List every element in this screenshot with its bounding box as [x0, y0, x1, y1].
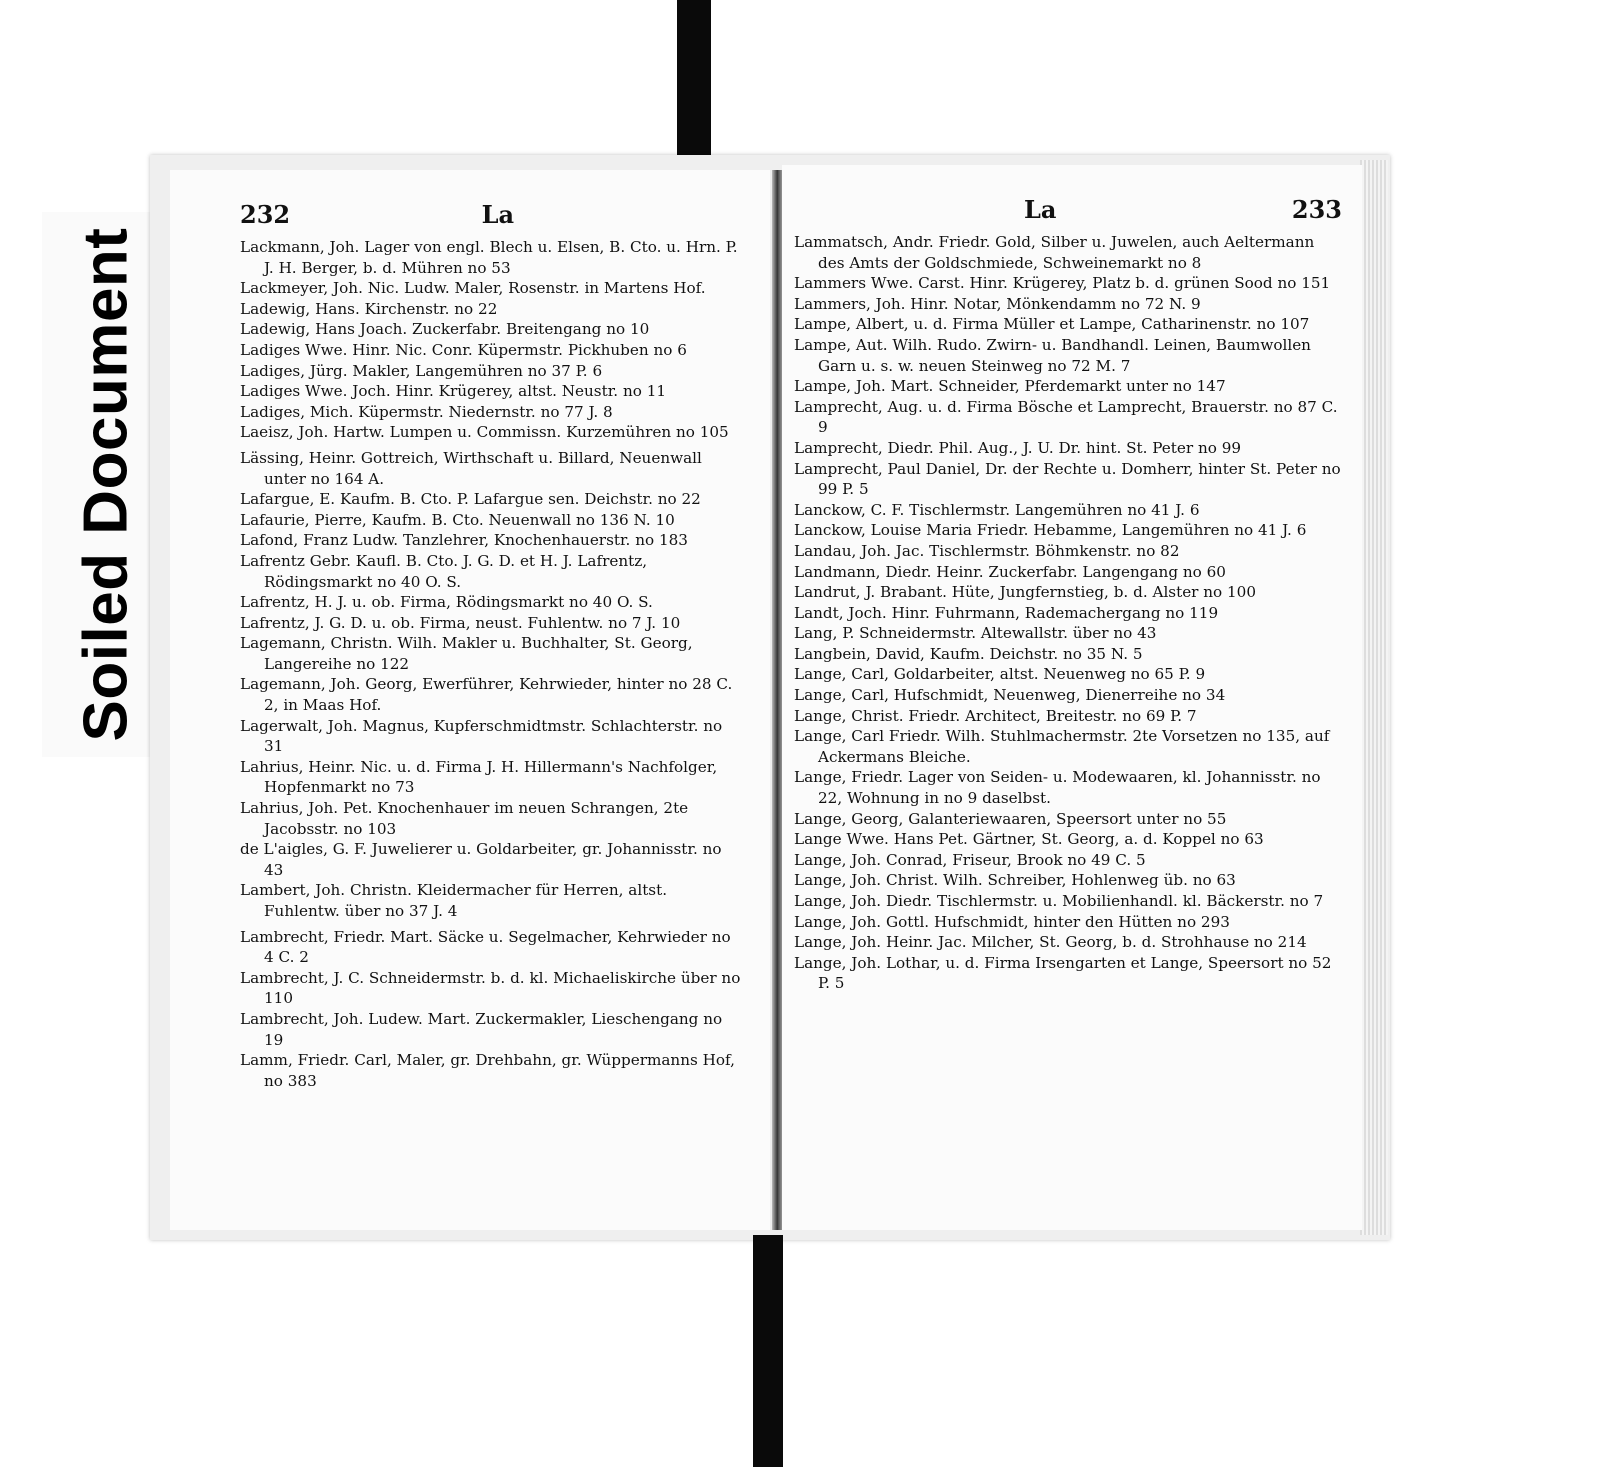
directory-entry: Lafrentz, H. J. u. ob. Firma, Rödingsmarkt no 40 O. S.	[240, 593, 653, 612]
directory-entry: Lange, Joh. Christ. Wilh. Schreiber, Hohlenweg üb. no 63	[794, 871, 1236, 890]
left-page	[170, 170, 770, 1230]
directory-entry: Lafrentz, J. G. D. u. ob. Firma, neust. Fuhlentw. no 7 J. 10	[240, 613, 681, 632]
directory-entry: Lahrius, Heinr. Nic. u. d. Firma J. H. Hillermann's Nachfolger, Hopfenmarkt no 73	[240, 757, 718, 797]
directory-entry: Lambrecht, Joh. Ludew. Mart. Zuckermakler, Lieschengang no 19	[240, 1009, 723, 1049]
directory-entry: Lafrentz Gebr. Kaufl. B. Cto. J. G. D. et H. J. Lafrentz, Rödingsmarkt no 40 O. S.	[240, 551, 648, 591]
directory-entry: Lange, Carl, Hufschmidt, Neuenweg, Dienerreihe no 34	[794, 686, 1226, 705]
directory-entry: Lagerwalt, Joh. Magnus, Kupferschmidtmstr. Schlachterstr. no 31	[240, 716, 723, 756]
directory-entry: Lambrecht, Friedr. Mart. Säcke u. Segelmacher, Kehrwieder no 4 C. 2	[240, 927, 731, 967]
directory-entry: Ladewig, Hans. Kirchenstr. no 22	[240, 299, 498, 318]
right-entry-list	[794, 232, 1342, 994]
directory-entry: Lamm, Friedr. Carl, Maler, gr. Drehbahn, gr. Wüppermanns Hof, no 383	[240, 1051, 735, 1090]
directory-entry: Lammers, Joh. Hinr. Notar, Mönkendamm no 72 N. 9	[794, 294, 1201, 313]
directory-entry: Lang, P. Schneidermstr. Altewallstr. über no 43	[794, 624, 1157, 643]
directory-entry: Landmann, Diedr. Heinr. Zuckerfabr. Langengang no 60	[794, 562, 1226, 581]
directory-entry: Lambert, Joh. Christn. Kleidermacher für Herren, altst. Fuhlentw. über no 37 J. 4	[240, 881, 668, 920]
directory-entry: Landrut, J. Brabant. Hüte, Jungfernstieg, b. d. Alster no 100	[794, 583, 1257, 602]
directory-entry: Landau, Joh. Jac. Tischlermstr. Böhmkenstr. no 82	[794, 541, 1180, 560]
directory-entry: Ladewig, Hans Joach. Zuckerfabr. Breitengang no 10	[240, 320, 650, 339]
right-page-number: 233	[1291, 195, 1342, 224]
directory-entry: Lange, Friedr. Lager von Seiden- u. Modewaaren, kl. Johannisstr. no 22, Wohnung in no 9 daselbst.	[794, 768, 1321, 808]
directory-entry: Lange, Carl Friedr. Wilh. Stuhlmachermstr. 2te Vorsetzen no 135, auf Ackermans Bleiche.	[794, 727, 1330, 766]
left-page-number: 232	[240, 200, 291, 229]
directory-entry: Lampe, Aut. Wilh. Rudo. Zwirn- u. Bandhandl. Leinen, Baumwollen Garn u. s. w. neuen Steinweg no 72 M. 7	[794, 335, 1311, 375]
directory-entry: Lahrius, Joh. Pet. Knochenhauer im neuen Schrangen, 2te Jacobsstr. no 103	[240, 799, 689, 838]
directory-entry: Lange, Carl, Goldarbeiter, altst. Neuenweg no 65 P. 9	[794, 665, 1206, 684]
directory-entry: Langbein, David, Kaufm. Deichstr. no 35 N. 5	[794, 644, 1143, 663]
directory-entry: Lanckow, C. F. Tischlermstr. Langemühren no 41 J. 6	[794, 500, 1200, 519]
left-page-header	[240, 200, 744, 229]
directory-entry: Lagemann, Christn. Wilh. Makler u. Buchhalter, St. Georg, Langereihe no 122	[240, 634, 693, 673]
left-running-head: La	[481, 200, 514, 229]
directory-entry: Lange, Joh. Conrad, Friseur, Brook no 49 C. 5	[794, 850, 1146, 869]
directory-entry: Lange, Georg, Galanteriewaaren, Speersort unter no 55	[794, 809, 1227, 828]
directory-entry: Lammers Wwe. Carst. Hinr. Krügerey, Platz b. d. grünen Sood no 151	[794, 274, 1331, 293]
black-tape-bottom	[753, 1235, 783, 1467]
directory-entry: Lange, Joh. Heinr. Jac. Milcher, St. Georg, b. d. Strohhause no 214	[794, 933, 1307, 952]
directory-entry: Ladiges, Mich. Küpermstr. Niedernstr. no 77 J. 8	[240, 402, 613, 421]
directory-entry: Lafond, Franz Ludw. Tanzlehrer, Knochenhauerstr. no 183	[240, 531, 688, 550]
directory-entry: Lammatsch, Andr. Friedr. Gold, Silber u. Juwelen, auch Aeltermann des Amts der Goldschmiede, Schweinemarkt no 8	[794, 233, 1315, 272]
directory-entry: Lafaurie, Pierre, Kaufm. B. Cto. Neuenwall no 136 N. 10	[240, 510, 675, 529]
directory-entry: Landt, Joch. Hinr. Fuhrmann, Rademachergang no 119	[794, 603, 1219, 622]
directory-entry: Lässing, Heinr. Gottreich, Wirthschaft u. Billard, Neuenwall unter no 164 A.	[240, 448, 702, 488]
directory-entry: Lamprecht, Paul Daniel, Dr. der Rechte u. Domherr, hinter St. Peter no 99 P. 5	[794, 459, 1341, 499]
soiled-document-text: Soiled Document	[71, 227, 141, 742]
directory-entry: Lanckow, Louise Maria Friedr. Hebamme, Langemühren no 41 J. 6	[794, 521, 1307, 540]
right-page	[782, 165, 1362, 1230]
directory-entry: Lamprecht, Diedr. Phil. Aug., J. U. Dr. hint. St. Peter no 99	[794, 438, 1242, 457]
directory-entry: Laeisz, Joh. Hartw. Lumpen u. Commissn. Kurzemühren no 105	[240, 423, 729, 442]
page-edges	[1360, 160, 1388, 1235]
directory-entry: Lampe, Joh. Mart. Schneider, Pferdemarkt unter no 147	[794, 377, 1226, 396]
directory-entry: Lamprecht, Aug. u. d. Firma Bösche et Lamprecht, Brauerstr. no 87 C. 9	[794, 397, 1338, 437]
left-entry-list	[240, 237, 744, 1091]
right-running-head: La	[1024, 195, 1057, 224]
directory-entry: Lange, Joh. Diedr. Tischlermstr. u. Mobilienhandl. kl. Bäckerstr. no 7	[794, 892, 1324, 910]
directory-entry: Lange, Joh. Gottl. Hufschmidt, hinter den Hütten no 293	[794, 912, 1230, 931]
directory-entry: Ladiges Wwe. Joch. Hinr. Krügerey, altst. Neustr. no 11	[240, 382, 667, 401]
directory-entry: Lange Wwe. Hans Pet. Gärtner, St. Georg, a. d. Koppel no 63	[794, 830, 1264, 849]
directory-entry: Lambrecht, J. C. Schneidermstr. b. d. kl. Michaeliskirche über no 110	[240, 968, 741, 1008]
right-page-header	[794, 195, 1342, 224]
directory-entry: Lackmeyer, Joh. Nic. Ludw. Maler, Rosenstr. in Martens Hof.	[240, 279, 706, 298]
directory-entry: Lackmann, Joh. Lager von engl. Blech u. Elsen, B. Cto. u. Hrn. P. J. H. Berger, b. d. Mühren no 53	[240, 238, 738, 277]
directory-entry: Lange, Christ. Friedr. Architect, Breitestr. no 69 P. 7	[794, 706, 1197, 725]
directory-entry: Ladiges Wwe. Hinr. Nic. Conr. Küpermstr. Pickhuben no 6	[240, 340, 687, 359]
directory-entry: Lampe, Albert, u. d. Firma Müller et Lampe, Catharinenstr. no 107	[794, 315, 1310, 334]
directory-entry: de L'aigles, G. F. Juwelierer u. Goldarbeiter, gr. Johannisstr. no 43	[240, 840, 722, 879]
directory-entry: Ladiges, Jürg. Makler, Langemühren no 37 P. 6	[240, 361, 603, 380]
directory-entry: Lagemann, Joh. Georg, Ewerführer, Kehrwieder, hinter no 28 C. 2, in Maas Hof.	[240, 675, 733, 715]
directory-entry: Lafargue, E. Kaufm. B. Cto. P. Lafargue sen. Deichstr. no 22	[240, 490, 701, 509]
directory-entry: Lange, Joh. Lothar, u. d. Firma Irsengarten et Lange, Speersort no 52 P. 5	[794, 953, 1332, 993]
